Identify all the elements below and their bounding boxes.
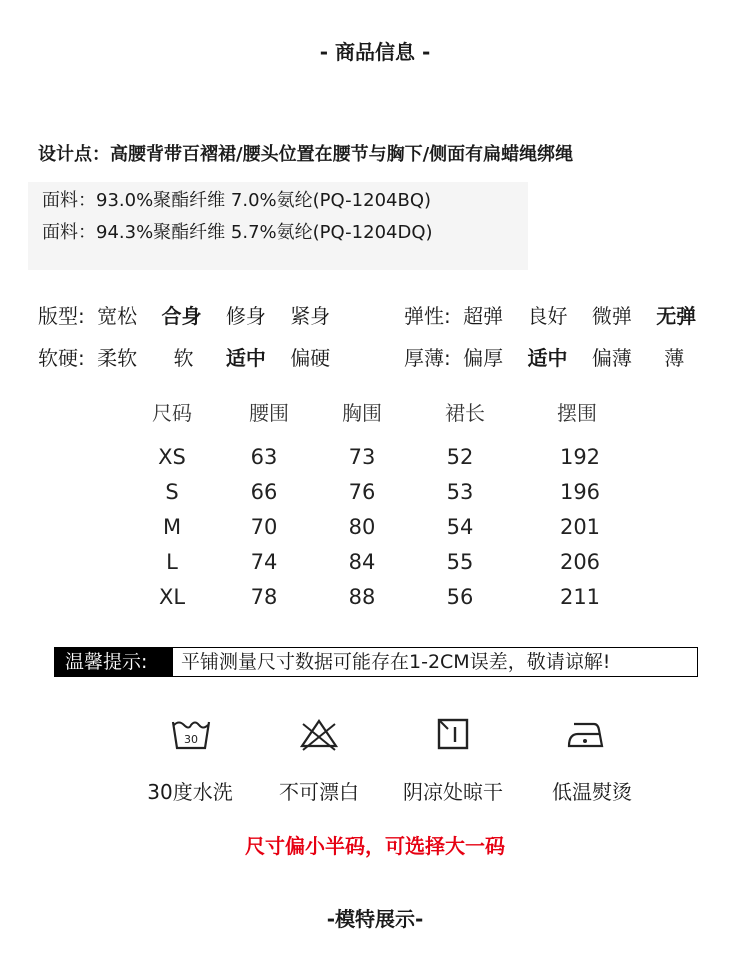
low-iron-icon: [566, 716, 606, 752]
attr-thickness-option: 薄: [664, 346, 685, 370]
size-cell: 201: [559, 515, 601, 539]
attr-fit-option: 紧身: [290, 304, 331, 328]
size-table-header: 裙长: [445, 401, 485, 425]
size-cell: 88: [348, 585, 376, 609]
size-cell: 74: [250, 550, 278, 574]
size-cell: 73: [348, 445, 376, 469]
tip-text: 平铺测量尺寸数据可能存在1-2CM误差，敬请谅解!: [181, 651, 611, 673]
care-label-dry: 阴凉处晾干: [403, 780, 503, 804]
size-cell: XL: [158, 585, 186, 609]
measurement-tip: [54, 647, 698, 677]
size-cell: 206: [559, 550, 601, 574]
attr-softness-option: 软: [173, 346, 194, 370]
attr-elasticity-label: 弹性:: [404, 304, 451, 328]
attr-thickness-option-selected: 适中: [527, 346, 568, 370]
size-cell: 78: [250, 585, 278, 609]
care-label-wash: 30度水洗: [147, 780, 233, 804]
attr-elasticity-option: 超弹: [463, 304, 504, 328]
size-notice: 尺寸偏小半码，可选择大一码: [245, 834, 505, 858]
wash-30-icon: [171, 716, 211, 752]
attr-softness-option-selected: 适中: [225, 346, 266, 370]
size-cell: 52: [446, 445, 474, 469]
fabric-line-1: 面料：93.0%聚酯纤维 7.0%氨纶(PQ-1204BQ): [42, 190, 432, 211]
care-label-iron: 低温熨烫: [552, 780, 632, 804]
size-cell: M: [162, 515, 182, 539]
attr-thickness-option: 偏厚: [463, 346, 504, 370]
size-cell: XS: [158, 445, 186, 469]
shade-dry-icon: [433, 716, 473, 752]
size-cell: 63: [250, 445, 278, 469]
wash-30-text: 30: [184, 733, 198, 746]
size-cell: 70: [250, 515, 278, 539]
size-cell: 56: [446, 585, 474, 609]
size-cell: 84: [348, 550, 376, 574]
attr-fit-option: 修身: [225, 304, 266, 328]
size-cell: 196: [559, 480, 601, 504]
fabric-line-2: 面料：94.3%聚酯纤维 5.7%氨纶(PQ-1204DQ): [42, 222, 433, 243]
size-cell: 54: [446, 515, 474, 539]
size-table-header: 摆围: [557, 401, 597, 425]
attr-fit-option: 宽松: [97, 304, 138, 328]
no-bleach-icon: [299, 716, 339, 752]
size-cell: 80: [348, 515, 376, 539]
size-cell: 211: [559, 585, 601, 609]
attr-thickness-label: 厚薄:: [404, 346, 451, 370]
size-cell: 55: [446, 550, 474, 574]
attr-softness-option: 柔软: [97, 346, 138, 370]
attr-elasticity-option-selected: 无弹: [656, 304, 697, 328]
size-table-header: 尺码: [152, 401, 192, 425]
design-points: 设计点：高腰背带百褶裙/腰头位置在腰节与胸下/侧面有扁蜡绳绑绳: [38, 144, 574, 165]
size-cell: 66: [250, 480, 278, 504]
attr-elasticity-option: 良好: [527, 304, 568, 328]
attr-fit-label: 版型:: [38, 304, 85, 328]
size-cell: 53: [446, 480, 474, 504]
attr-thickness-option: 偏薄: [591, 346, 632, 370]
attr-elasticity-option: 微弹: [591, 304, 632, 328]
tip-label: 温馨提示:: [55, 648, 173, 676]
attr-fit-option-selected: 合身: [161, 304, 202, 328]
size-cell: 192: [559, 445, 601, 469]
care-label-bleach: 不可漂白: [279, 780, 359, 804]
section-title-product-info: - 商品信息 -: [319, 40, 431, 64]
attr-fit: [38, 300, 348, 329]
section-title-model-show: -模特展示-: [326, 907, 424, 931]
attr-softness: [38, 342, 348, 371]
size-cell: 76: [348, 480, 376, 504]
attr-softness-option: 偏硬: [290, 346, 331, 370]
size-table-header: 胸围: [342, 401, 382, 425]
size-cell: L: [166, 550, 178, 574]
size-table-header: 腰围: [249, 401, 289, 425]
size-cell: S: [165, 480, 179, 504]
attr-elasticity: [404, 300, 696, 329]
attr-softness-label: 软硬:: [38, 346, 85, 370]
attr-thickness: [404, 342, 684, 371]
